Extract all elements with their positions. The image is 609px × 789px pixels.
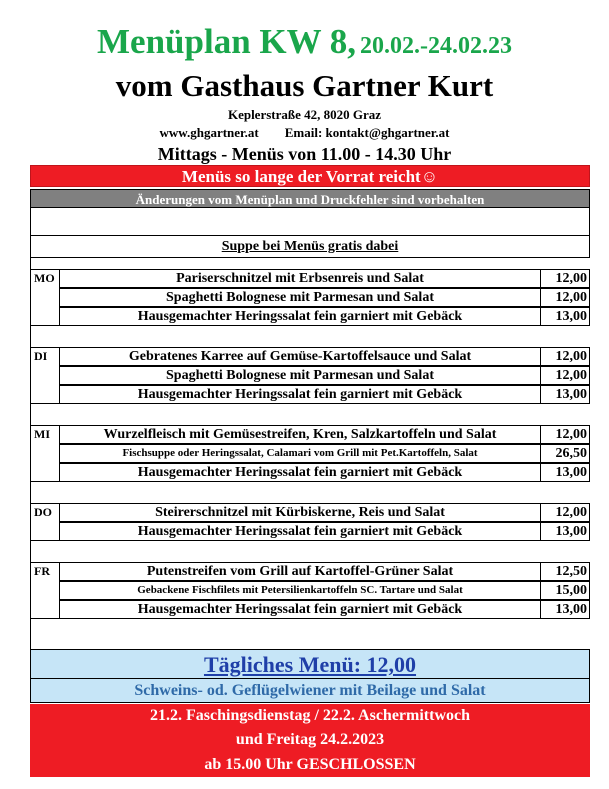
dish-cell: Hausgemachter Heringssalat fein garniert mit Gebäck (59, 307, 541, 326)
menu-row (30, 269, 590, 288)
dish-cell: Wurzelfleisch mit Gemüsestreifen, Kren, Salzkartoffeln und Salat (59, 425, 541, 444)
day-cell (30, 288, 60, 307)
day-cell: MO (30, 269, 60, 288)
website-text: www.ghgartner.at (159, 125, 259, 140)
price-cell: 12,00 (540, 425, 590, 444)
dish-cell: Pariserschnitzel mit Erbsenreis und Salat (59, 269, 541, 288)
menu-row (30, 522, 590, 541)
menu-row (30, 347, 590, 366)
menu-row (30, 366, 590, 385)
dish-cell: Putenstreifen vom Grill auf Kartoffel-Grüner Salat (59, 562, 541, 581)
day-group-border (30, 325, 60, 326)
table-left-border (30, 258, 31, 649)
dish-cell: Hausgemachter Heringssalat fein garniert mit Gebäck (59, 600, 541, 619)
restaurant-name: vom Gasthaus Gartner Kurt (115, 68, 494, 103)
dish-cell: Steirerschnitzel mit Kürbiskerne, Reis und Salat (59, 503, 541, 522)
address: Keplerstraße 42, 8020 Graz (227, 107, 382, 122)
daily-title-text: Tägliches Menü: 12,00 (203, 652, 417, 677)
dish-cell: Hausgemachter Heringssalat fein garniert mit Gebäck (59, 522, 541, 541)
daily-menu-title (30, 649, 590, 679)
day-group-border (30, 618, 60, 619)
day-cell: FR (30, 562, 60, 581)
soup-text: Suppe bei Menüs gratis dabei (221, 239, 399, 254)
price-cell: 13,00 (540, 463, 590, 482)
price-cell: 12,50 (540, 562, 590, 581)
menu-row (30, 425, 590, 444)
day-group-border (30, 403, 60, 404)
day-cell: DI (30, 347, 60, 366)
day-cell (30, 444, 60, 463)
title-dates: 20.02.-24.02.23 (360, 33, 512, 59)
day-cell (30, 463, 60, 482)
day-cell: MI (30, 425, 60, 444)
price-cell: 13,00 (540, 307, 590, 326)
menu-row (30, 288, 590, 307)
day-cell (30, 307, 60, 326)
price-cell: 13,00 (540, 385, 590, 404)
price-cell: 12,00 (540, 347, 590, 366)
email-text: Email: kontakt@ghgartner.at (284, 125, 450, 140)
dish-cell: Spaghetti Bolognese mit Parmesan und Salat (59, 288, 541, 307)
dish-cell: Fischsuppe oder Heringssalat, Calamari vom Grill mit Pet.Kartoffeln, Salat (59, 444, 541, 463)
price-cell: 12,00 (540, 288, 590, 307)
menu-row (30, 307, 590, 326)
closed-notice-line1: 21.2. Faschingsdienstag / 22.2. Aschermittwoch (30, 704, 590, 728)
dish-cell: Gebackene Fischfilets mit Petersilienkartoffeln SC. Tartare und Salat (59, 581, 541, 600)
price-cell: 15,00 (540, 581, 590, 600)
day-cell (30, 600, 60, 619)
day-cell (30, 522, 60, 541)
day-cell (30, 385, 60, 404)
title-main: Menüplan KW 8, (97, 22, 356, 61)
price-cell: 13,00 (540, 522, 590, 541)
dish-cell: Gebratenes Karree auf Gemüse-Kartoffelsauce und Salat (59, 347, 541, 366)
menu-row (30, 562, 590, 581)
menu-row (30, 385, 590, 404)
price-cell: 13,00 (540, 600, 590, 619)
menu-row (30, 444, 590, 463)
daily-menu-subtitle: Schweins- od. Geflügelwiener mit Beilage und Salat (30, 679, 590, 703)
closed-notice-line2: und Freitag 24.2.2023 (30, 728, 590, 752)
menu-title (0, 22, 609, 66)
stock-notice: Menüs so lange der Vorrat reicht☺ (30, 165, 590, 187)
price-cell: 12,00 (540, 269, 590, 288)
contact-line (0, 125, 609, 141)
soup-notice (30, 236, 590, 258)
disclaimer-notice: Änderungen vom Menüplan und Druckfehler sind vorbehalten (30, 189, 590, 208)
day-cell: DO (30, 503, 60, 522)
price-cell: 12,00 (540, 503, 590, 522)
menu-row (30, 503, 590, 522)
day-cell (30, 366, 60, 385)
dish-cell: Hausgemachter Heringssalat fein garniert mit Gebäck (59, 385, 541, 404)
menu-row (30, 600, 590, 619)
blank-box (30, 208, 590, 236)
price-cell: 12,00 (540, 366, 590, 385)
menu-row (30, 581, 590, 600)
dish-cell: Spaghetti Bolognese mit Parmesan und Salat (59, 366, 541, 385)
dish-cell: Hausgemachter Heringssalat fein garniert mit Gebäck (59, 463, 541, 482)
day-group-border (30, 481, 60, 482)
day-group-border (30, 540, 60, 541)
menu-row (30, 463, 590, 482)
closed-notice-line3: ab 15.00 Uhr GESCHLOSSEN (30, 752, 590, 777)
lunch-hours: Mittags - Menüs von 11.00 - 14.30 Uhr (157, 144, 452, 164)
price-cell: 26,50 (540, 444, 590, 463)
day-cell (30, 581, 60, 600)
